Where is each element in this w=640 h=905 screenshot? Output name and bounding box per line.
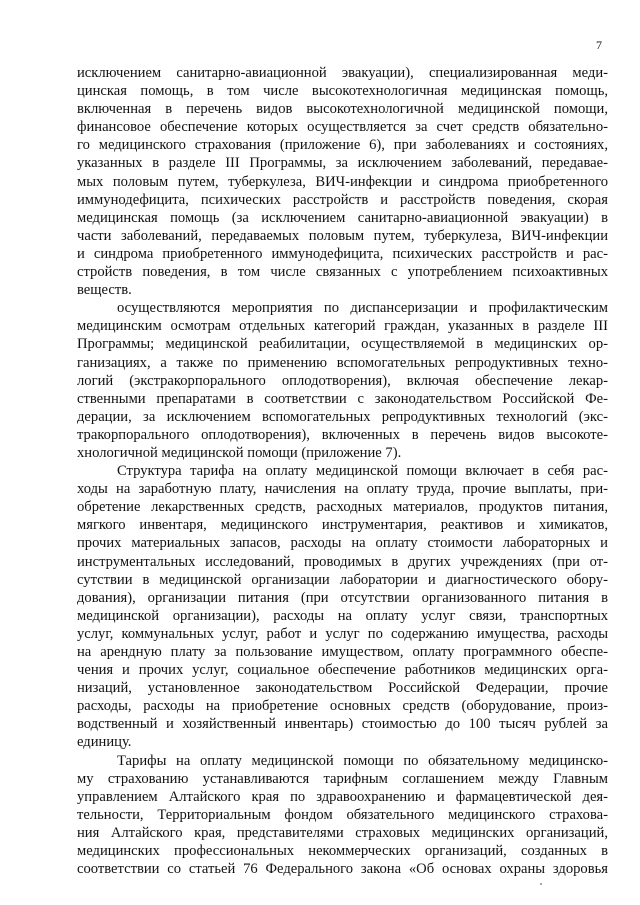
text-line: и синдрома приобретенного иммунодефицита, психических расстройств и рас-	[77, 245, 608, 262]
text-line: му страхованию устанавливаются тарифным соглашением между Главным	[77, 770, 608, 787]
text-line: тракорпорального оплодотворения), включенных в перечень видов высокоте-	[77, 426, 608, 443]
text-line: дерации, за исключением вспомогательных репродуктивных технологий (экс-	[77, 408, 608, 425]
text-line: ния Алтайского края, представителями страховых медицинских организаций,	[77, 824, 608, 841]
text-line: Структура тарифа на оплату медицинской помощи включает в себя рас-	[117, 463, 608, 480]
text-line: хнологичной медицинской помощи (приложение 7).	[77, 444, 402, 461]
text-line: прочих материальных запасов, расходы на оплату стоимости лабораторных и	[77, 535, 608, 552]
text-line: го медицинского страхования (приложение 6), при заболеваниях и состояниях,	[77, 137, 608, 154]
text-line: указанных в разделе III Программы, за исключением заболеваний, передавае-	[77, 155, 608, 172]
text-line: финансовое обеспечение которых осуществляется за счет средств обязательно-	[77, 119, 608, 136]
text-line: обретение лекарственных средств, расходных материалов, продуктов питания,	[77, 499, 608, 516]
paragraph	[77, 462, 608, 752]
text-line: на арендную плату за пользование имуществом, оплату программного обеспе-	[77, 644, 608, 660]
text-line: осуществляются мероприятия по диспансеризации и профилактическим	[117, 300, 608, 317]
text-line: ходы на заработную плату, начисления на оплату труда, прочие выплаты, при-	[77, 481, 608, 498]
text-line: соответствии со статьей 76 Федерального закона «Об основах охраны здоровья	[77, 861, 608, 878]
text-line: низаций, установленное законодательством Российской Федерации, прочие	[77, 680, 608, 697]
text-line: управлением Алтайского края по здравоохранению и фармацевтической дея-	[77, 788, 608, 805]
paragraph	[77, 752, 608, 879]
text-line: медицинской организации), расходы на оплату услуг связи, транспортных	[77, 607, 608, 624]
text-line: единицу.	[77, 734, 132, 751]
text-line: ственными препаратами в соответствии с законодательством Российской Фе-	[77, 390, 608, 407]
text-line: медицинским осмотрам отдельных категорий граждан, указанных в разделе III	[77, 318, 608, 335]
scan-speck	[540, 883, 542, 885]
text-line: сутствии в медицинской организации лаборатории и диагностического обору-	[77, 571, 608, 588]
text-line: цинская помощь, в том числе высокотехнологичная медицинская помощь,	[77, 83, 608, 100]
text-line: части заболеваний, передаваемых половым путем, туберкулеза, ВИЧ-инфекции	[77, 227, 608, 244]
text-line: инструментальных исследований, проводимых в других учреждениях (при от-	[77, 553, 608, 570]
page-number: 7	[596, 38, 602, 52]
text-line: тельности, Территориальным фондом обязательного медицинского страхова-	[77, 806, 608, 823]
text-line: чения и прочих услуг, социальное обеспечение работников медицинских орга-	[77, 662, 608, 679]
text-line: исключением санитарно-авиационной эвакуации), специализированная меди-	[77, 65, 608, 81]
text-line: логий (экстракорпорального оплодотворения), включая обеспечение лекар-	[77, 372, 608, 389]
text-line: мягкого инвентаря, медицинского инструментария, реактивов и химикатов,	[77, 517, 608, 534]
text-line: дования), организации питания (при отсутствии организованного питания в	[77, 589, 608, 606]
document-body	[77, 64, 608, 878]
text-line: расходы, расходы на приобретение основных средств (оборудование, произ-	[77, 698, 608, 715]
text-line: включенная в перечень видов высокотехнологичной медицинской помощи,	[77, 101, 608, 118]
text-line: ганизациях, а также по применению вспомогательных репродуктивных техно-	[77, 354, 608, 371]
text-line: иммунодефицита, психических расстройств и расстройств поведения, скорая	[77, 191, 608, 208]
text-line: услуг, коммунальных услуг, работ и услуг по содержанию имущества, расходы	[77, 625, 608, 642]
text-line: медицинских профессиональных некоммерческих организаций, созданных в	[77, 843, 608, 860]
text-line: мых половым путем, туберкулеза, ВИЧ-инфекции и синдрома приобретенного	[77, 173, 608, 190]
paragraph	[77, 299, 608, 462]
text-line: водственный и хозяйственный инвентарь) стоимостью до 100 тысяч рублей за	[77, 716, 608, 733]
text-line: Тарифы на оплату медицинской помощи по обязательному медицинско-	[117, 752, 608, 769]
text-line: стройств поведения, в том числе связанных с употреблением психоактивных	[77, 264, 608, 281]
paragraph	[77, 64, 608, 299]
text-line: медицинская помощь (за исключением санитарно-авиационной эвакуации) в	[77, 209, 608, 226]
text-line: Программы; медицинской реабилитации, осуществляемой в медицинских ор-	[77, 336, 608, 353]
text-line: веществ.	[77, 282, 132, 299]
